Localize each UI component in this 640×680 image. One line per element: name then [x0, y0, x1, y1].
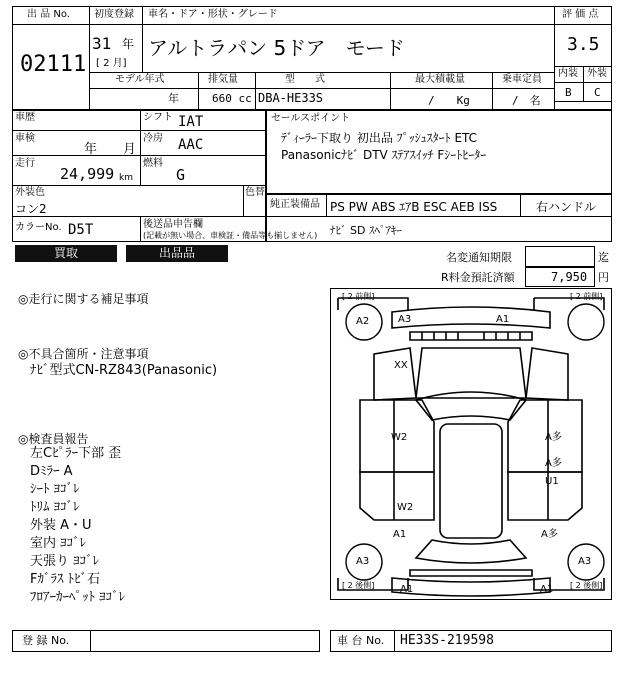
model-label: 型 式	[285, 74, 325, 85]
front-bumper-a1: A1	[496, 314, 510, 325]
fuel-value: G	[176, 166, 186, 184]
color-value: コン2	[15, 202, 47, 216]
sales-points-line2: Panasonicﾅﾋﾞ DTV ｽﾃｱｽｲｯﾁ Fｼｰﾄﾋｰﾀｰ	[281, 148, 487, 162]
max-load-value: / Kg	[428, 94, 470, 107]
lot-label: 出 品 No.	[27, 9, 70, 20]
history-label: 車歴	[15, 112, 35, 123]
car-outline-diagram	[330, 288, 612, 600]
front-bumper-a3: A3	[398, 314, 412, 325]
left-door-w2-lower: W2	[397, 502, 414, 513]
color-no-label: カラーNo.	[15, 222, 62, 233]
score-value: 3.5	[567, 34, 600, 55]
first-reg-month: [ 2 月]	[96, 58, 127, 69]
name-change-label: 名変通知期限	[446, 251, 512, 264]
mileage-unit: km	[119, 173, 133, 183]
inspection-value: 年 月	[84, 142, 137, 157]
color-change-label: 色替	[245, 187, 265, 198]
inspector-line-4: ﾄﾘﾑ ﾖｺﾞﾚ	[30, 500, 80, 515]
rear-bumper-a1-right: A1	[540, 584, 554, 595]
exterior-grade: C	[594, 86, 601, 99]
buy-button[interactable]: 買取	[15, 245, 117, 262]
post-report-label: 後送品申告欄	[143, 219, 203, 230]
right-door-a-multi-1: A多	[545, 432, 562, 443]
inspector-line-5: 外装 A・U	[30, 518, 92, 533]
mileage-label: 走行	[15, 158, 35, 169]
vehicle-name: アルトラパン 5ドア モード	[148, 36, 405, 60]
model-value: DBA-HE33S	[258, 91, 324, 105]
inspector-line-6: 室内 ﾖｺﾞﾚ	[30, 536, 87, 551]
left-rear-a1: A1	[393, 529, 407, 540]
inspector-line-2: Dﾐﾗｰ A	[30, 464, 73, 479]
post-report-note: (記載が無い場合、車検証・備品等も揃しません)	[143, 231, 318, 240]
wheel-front-left-mark: A2	[356, 316, 370, 327]
shift-label: シフト	[143, 112, 173, 123]
handle-value: 右ハンドル	[536, 200, 597, 214]
equipment-extra: ﾅﾋﾞ SD ｽﾍﾟｱｷｰ	[330, 224, 402, 237]
inspector-line-1: 左Cﾋﾟﾗｰ下部 歪	[30, 446, 122, 461]
tag-top-left: [ 2 前側]	[342, 292, 375, 301]
inspector-line-8: Fｶﾞﾗｽ ﾄﾋﾞ石	[30, 572, 101, 587]
name-change-field	[525, 246, 595, 267]
exhibit-button[interactable]: 出品品	[126, 245, 228, 262]
model-year-unit: 年	[168, 92, 179, 105]
ac-label: 冷房	[143, 133, 163, 144]
inspector-line-9: ﾌﾛｱｰｶｰﾍﾟｯﾄ ﾖｺﾞﾚ	[30, 590, 126, 605]
first-reg-year: 31	[92, 34, 112, 53]
hood-mark: XX	[394, 360, 408, 371]
recycle-unit: 円	[598, 271, 609, 284]
tag-bottom-left: [ 2 後側]	[342, 581, 375, 590]
sales-points-line1: ﾃﾞｨｰﾗｰ下取り 初出品 ﾌﾟｯｼｭｽﾀｰﾄ ETC	[281, 131, 478, 145]
displacement-label: 排気量	[208, 74, 238, 85]
driving-notes-title: ◎走行に関する補足事項	[18, 292, 149, 306]
capacity-value: / 名	[512, 94, 541, 107]
vehicle-name-label: 車名・ドア・形状・グレード	[148, 9, 278, 20]
tag-bottom-right: [ 2 後側]	[570, 581, 603, 590]
inspector-line-3: ｼｰﾄ ﾖｺﾞﾚ	[30, 482, 80, 497]
right-rear-a-multi: A多	[541, 529, 558, 540]
chassis-value: HE33S-219598	[400, 633, 494, 648]
displacement-value: 660 cc	[212, 92, 252, 105]
right-door-a-multi-2: A多	[545, 458, 562, 469]
inspector-title: ◎検査員報告	[18, 432, 89, 446]
registration-label: 登 録 No.	[22, 634, 70, 647]
exterior-label: 外装	[587, 68, 607, 79]
sales-points-label: セールスポイント	[271, 113, 351, 124]
shift-value: IAT	[178, 114, 204, 130]
color-no-value: D5T	[68, 222, 94, 238]
wheel-rear-left-mark: A3	[356, 556, 370, 567]
equipment-items: PS PW ABS ｴｱB ESC AEB ISS	[330, 200, 498, 214]
name-change-unit: 迄	[598, 251, 609, 264]
defect-line-1: ﾅﾋﾞ型式CN-RZ843(Panasonic)	[30, 363, 218, 378]
fuel-label: 燃料	[143, 158, 163, 169]
wheel-rear-right-mark: A3	[578, 556, 592, 567]
color-label: 外装色	[15, 187, 45, 198]
interior-label: 内装	[558, 68, 578, 79]
right-door-u1: U1	[545, 476, 559, 487]
score-label: 評 価 点	[562, 9, 599, 20]
inspector-line-7: 天張り ﾖｺﾞﾚ	[30, 554, 100, 569]
recycle-value: 7,950	[551, 270, 588, 284]
chassis-label: 車 台 No.	[337, 634, 385, 647]
inspection-label: 車検	[15, 133, 35, 144]
rear-bumper-a1-left: A1	[400, 584, 414, 595]
max-load-label: 最大積載量	[415, 74, 465, 85]
year-unit: 年	[122, 37, 135, 51]
recycle-label: R料金預託済額	[441, 271, 515, 284]
first-reg-label: 初度登録	[94, 9, 134, 20]
model-year-label: モデル年式	[115, 74, 165, 85]
interior-grade: B	[565, 86, 572, 99]
defect-notes-title: ◎不具合箇所・注意事項	[18, 347, 149, 361]
capacity-label: 乗車定員	[502, 74, 542, 85]
mileage-value: 24,999	[60, 165, 115, 183]
tag-top-right: [ 2 前側]	[570, 292, 603, 301]
left-door-w2-upper: W2	[391, 432, 408, 443]
ac-value: AAC	[178, 137, 204, 153]
equipment-label: 純正装備品	[270, 199, 320, 210]
lot-number: 02111	[20, 52, 87, 77]
